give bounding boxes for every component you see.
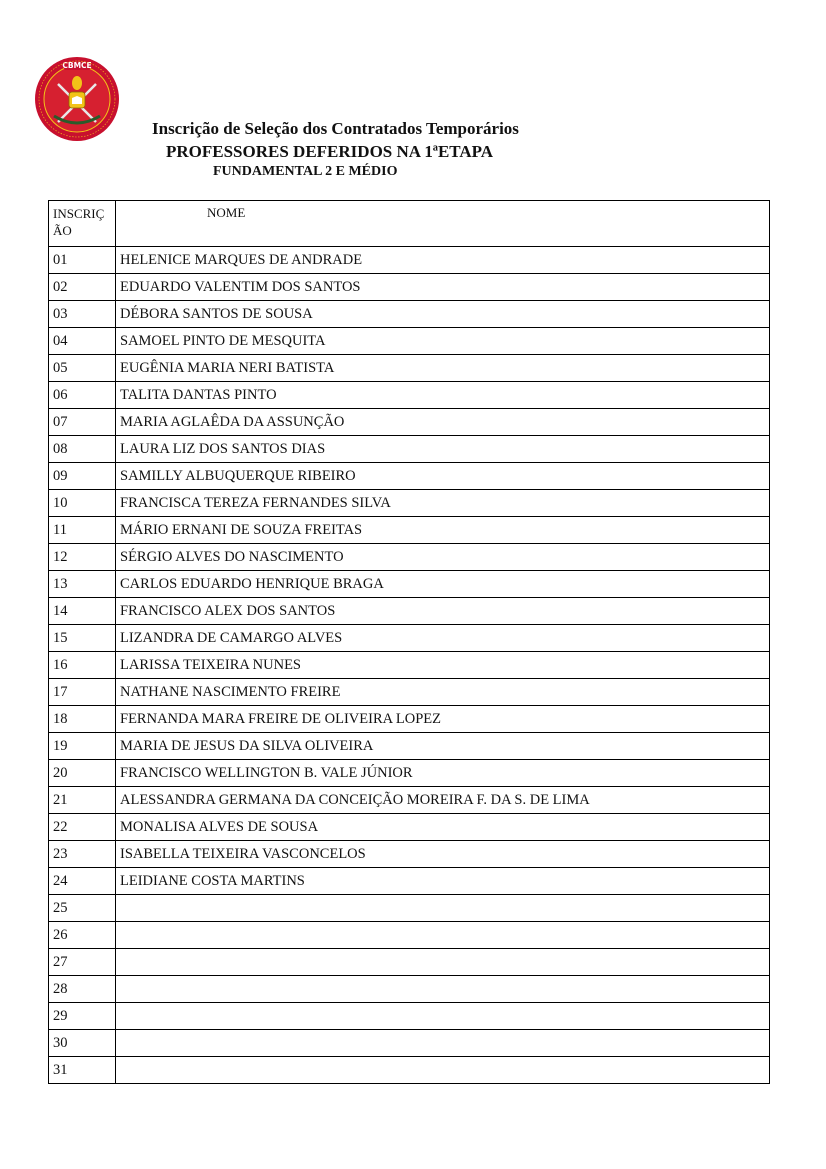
table-row (49, 1030, 770, 1057)
document-subtitle: PROFESSORES DEFERIDOS NA 1ªETAPA (166, 142, 494, 161)
column-header-nome: NOME (116, 201, 770, 247)
inscription-number: 05 (49, 355, 116, 382)
candidate-name: SAMILLY ALBUQUERQUE RIBEIRO (116, 463, 770, 490)
document-category: FUNDAMENTAL 2 E MÉDIO (213, 164, 398, 179)
table-row (49, 895, 770, 922)
inscription-number: 07 (49, 409, 116, 436)
candidate-name: SÉRGIO ALVES DO NASCIMENTO (116, 544, 770, 571)
table-row (49, 868, 770, 895)
candidate-name: FRANCISCO ALEX DOS SANTOS (116, 598, 770, 625)
table-row (49, 976, 770, 1003)
candidate-name: EDUARDO VALENTIM DOS SANTOS (116, 274, 770, 301)
candidate-name: LEIDIANE COSTA MARTINS (116, 868, 770, 895)
table-row (49, 814, 770, 841)
table-row (49, 706, 770, 733)
inscription-number: 26 (49, 922, 116, 949)
logo-text: CBMCE (62, 61, 92, 70)
candidate-name (116, 1003, 770, 1030)
table-row (49, 1057, 770, 1084)
table-row (49, 409, 770, 436)
table-row (49, 301, 770, 328)
candidate-name: TALITA DANTAS PINTO (116, 382, 770, 409)
candidate-name: MONALISA ALVES DE SOUSA (116, 814, 770, 841)
table-row (49, 652, 770, 679)
candidate-name (116, 922, 770, 949)
column-header-inscricao: INSCRIÇÃO (49, 201, 116, 247)
table-row (49, 679, 770, 706)
candidate-name: DÉBORA SANTOS DE SOUSA (116, 301, 770, 328)
inscription-number: 14 (49, 598, 116, 625)
inscription-number: 06 (49, 382, 116, 409)
table-row (49, 490, 770, 517)
candidate-name: HELENICE MARQUES DE ANDRADE (116, 247, 770, 274)
candidate-name: SAMOEL PINTO DE MESQUITA (116, 328, 770, 355)
table-row (49, 598, 770, 625)
inscription-number: 16 (49, 652, 116, 679)
inscription-number: 15 (49, 625, 116, 652)
table-row (49, 247, 770, 274)
table-row (49, 544, 770, 571)
table-row (49, 463, 770, 490)
table-row (49, 760, 770, 787)
inscription-number: 10 (49, 490, 116, 517)
inscription-number: 22 (49, 814, 116, 841)
table-row (49, 841, 770, 868)
inscription-number: 27 (49, 949, 116, 976)
candidate-name (116, 1057, 770, 1084)
inscription-number: 20 (49, 760, 116, 787)
candidate-name: FRANCISCO WELLINGTON B. VALE JÚNIOR (116, 760, 770, 787)
candidate-name: NATHANE NASCIMENTO FREIRE (116, 679, 770, 706)
candidate-name (116, 949, 770, 976)
inscription-number: 23 (49, 841, 116, 868)
cbmce-seal-icon (34, 56, 120, 142)
table-row (49, 787, 770, 814)
inscription-number: 28 (49, 976, 116, 1003)
inscription-number: 25 (49, 895, 116, 922)
candidate-name: FRANCISCA TEREZA FERNANDES SILVA (116, 490, 770, 517)
table-row (49, 625, 770, 652)
inscription-number: 19 (49, 733, 116, 760)
candidate-name: EUGÊNIA MARIA NERI BATISTA (116, 355, 770, 382)
candidate-name (116, 1030, 770, 1057)
table-row (49, 1003, 770, 1030)
candidate-name: MÁRIO ERNANI DE SOUZA FREITAS (116, 517, 770, 544)
table-row (49, 733, 770, 760)
inscription-number: 12 (49, 544, 116, 571)
inscription-number: 24 (49, 868, 116, 895)
candidate-name (116, 976, 770, 1003)
inscription-number: 21 (49, 787, 116, 814)
table-row (49, 274, 770, 301)
table-row (49, 355, 770, 382)
inscription-number: 29 (49, 1003, 116, 1030)
inscription-number: 01 (49, 247, 116, 274)
table-row (49, 517, 770, 544)
table-row (49, 436, 770, 463)
candidates-table (48, 200, 770, 1084)
table-row (49, 382, 770, 409)
inscription-number: 04 (49, 328, 116, 355)
inscription-number: 31 (49, 1057, 116, 1084)
candidate-name: LIZANDRA DE CAMARGO ALVES (116, 625, 770, 652)
inscription-number: 13 (49, 571, 116, 598)
candidate-name: ALESSANDRA GERMANA DA CONCEIÇÃO MOREIRA F. DA S. DE LIMA (116, 787, 770, 814)
candidate-name: LAURA LIZ DOS SANTOS DIAS (116, 436, 770, 463)
document-title: Inscrição de Seleção dos Contratados Temporários (152, 119, 519, 138)
inscription-number: 17 (49, 679, 116, 706)
candidate-name: ISABELLA TEIXEIRA VASCONCELOS (116, 841, 770, 868)
table-row (49, 949, 770, 976)
inscription-number: 09 (49, 463, 116, 490)
inscription-number: 03 (49, 301, 116, 328)
inscription-number: 11 (49, 517, 116, 544)
candidate-name: MARIA AGLAÊDA DA ASSUNÇÃO (116, 409, 770, 436)
table-row (49, 922, 770, 949)
candidate-name: MARIA DE JESUS DA SILVA OLIVEIRA (116, 733, 770, 760)
table-row (49, 328, 770, 355)
inscription-number: 18 (49, 706, 116, 733)
inscription-number: 30 (49, 1030, 116, 1057)
table-row (49, 571, 770, 598)
candidate-name: CARLOS EDUARDO HENRIQUE BRAGA (116, 571, 770, 598)
table-header-row (49, 201, 770, 247)
inscription-number: 08 (49, 436, 116, 463)
inscription-number: 02 (49, 274, 116, 301)
candidate-name: FERNANDA MARA FREIRE DE OLIVEIRA LOPEZ (116, 706, 770, 733)
candidate-name: LARISSA TEIXEIRA NUNES (116, 652, 770, 679)
candidate-name (116, 895, 770, 922)
